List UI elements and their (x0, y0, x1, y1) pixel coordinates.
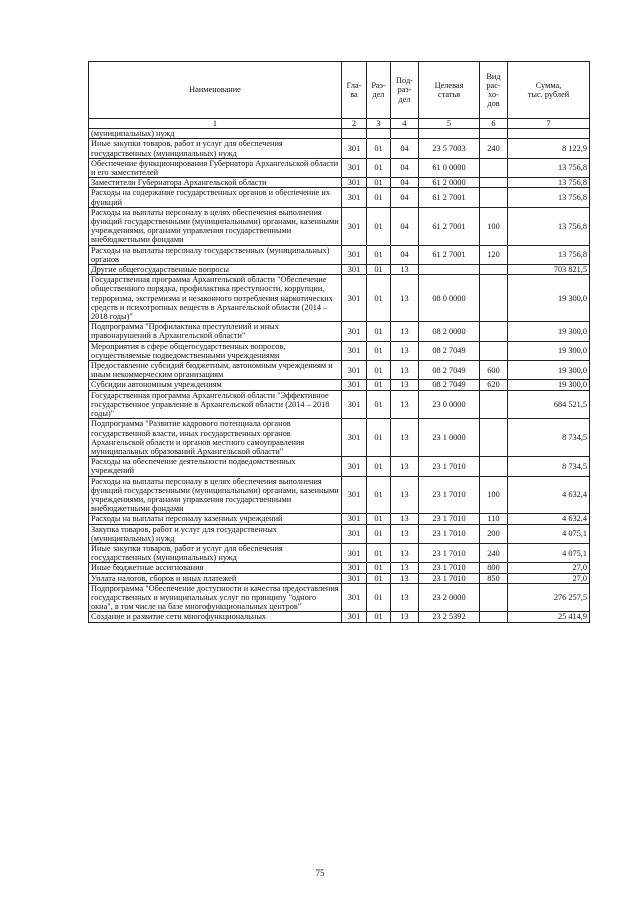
cell-vid-raskhodov (480, 129, 508, 139)
cell-name: Государственная программа Архангельской области "Обеспечение общественного порядка, профилактика преступности, коррупции, терроризма, экстремизма и незаконного потребления наркотических средств и психотропных веществ в Архангельской области (2014 – 2018 годы)" (89, 275, 342, 322)
cell-razdel: 01 (367, 612, 391, 622)
table-row (89, 543, 590, 562)
cell-name: Подпрограмма "Развитие кадрового потенциала органов государственной власти, иных государственных органов Архангельской области и органов местного самоуправления муниципальных образований Архангельской области" (89, 419, 342, 457)
cell-podrazdel: 04 (391, 207, 419, 245)
column-number: 6 (480, 119, 508, 129)
cell-glava: 301 (342, 419, 367, 457)
cell-vid-raskhodov (480, 188, 508, 207)
cell-razdel: 01 (367, 543, 391, 562)
cell-razdel: 01 (367, 178, 391, 188)
cell-tselevaya-statya: 61 2 7001 (419, 188, 480, 207)
cell-vid-raskhodov (480, 275, 508, 322)
cell-tselevaya-statya: 23 1 7010 (419, 563, 480, 573)
cell-razdel: 01 (367, 514, 391, 524)
cell-summa: 13 756,8 (508, 158, 590, 177)
header-tselevaya-statya: Целевая статья (419, 62, 480, 119)
cell-tselevaya-statya (419, 265, 480, 275)
cell-name: Иные закупки товаров, работ и услуг для обеспечения государственных (муниципальных) нужд (89, 139, 342, 158)
column-number: 5 (419, 119, 480, 129)
cell-summa (508, 129, 590, 139)
budget-table (88, 61, 590, 623)
cell-glava: 301 (342, 543, 367, 562)
cell-vid-raskhodov: 800 (480, 563, 508, 573)
cell-vid-raskhodov: 600 (480, 361, 508, 380)
cell-glava: 301 (342, 583, 367, 612)
cell-glava: 301 (342, 158, 367, 177)
cell-podrazdel: 13 (391, 361, 419, 380)
column-number-row (89, 119, 590, 129)
cell-summa: 4 075,1 (508, 524, 590, 543)
cell-summa: 25 414,9 (508, 612, 590, 622)
cell-vid-raskhodov: 110 (480, 514, 508, 524)
cell-name: Другие общегосударственные вопросы (89, 265, 342, 275)
cell-razdel: 01 (367, 524, 391, 543)
cell-name: Подпрограмма "Обеспечение доступности и качества предоставления государственных и муниципальных услуг по принципу "одного окна", в том числе на базе многофункциональных центров" (89, 583, 342, 612)
cell-summa: 4 632,4 (508, 476, 590, 514)
cell-tselevaya-statya: 61 2 0000 (419, 178, 480, 188)
cell-tselevaya-statya: 08 2 7049 (419, 361, 480, 380)
cell-vid-raskhodov (480, 419, 508, 457)
cell-summa: 684 521,5 (508, 390, 590, 419)
cell-razdel: 01 (367, 207, 391, 245)
cell-podrazdel: 04 (391, 139, 419, 158)
cell-podrazdel: 13 (391, 524, 419, 543)
cell-summa: 8 122,9 (508, 139, 590, 158)
cell-glava: 301 (342, 245, 367, 264)
header-podrazdel: Под- раз- дел (391, 62, 419, 119)
cell-vid-raskhodov: 100 (480, 207, 508, 245)
cell-podrazdel: 13 (391, 563, 419, 573)
cell-name: Уплата налогов, сборов и иных платежей (89, 573, 342, 583)
cell-glava: 301 (342, 322, 367, 341)
column-number: 1 (89, 119, 342, 129)
cell-summa: 19 300,0 (508, 322, 590, 341)
table-row (89, 178, 590, 188)
cell-podrazdel: 13 (391, 583, 419, 612)
table-body (89, 129, 590, 622)
cell-podrazdel: 13 (391, 380, 419, 390)
cell-glava: 301 (342, 380, 367, 390)
cell-summa: 13 756,8 (508, 178, 590, 188)
cell-tselevaya-statya: 08 2 7049 (419, 341, 480, 360)
cell-razdel: 01 (367, 139, 391, 158)
cell-razdel: 01 (367, 419, 391, 457)
cell-vid-raskhodov (480, 583, 508, 612)
cell-name: Государственная программа Архангельской области "Эффективное государственное управление в Архангельской области (2014 – 2018 годы)" (89, 390, 342, 419)
cell-vid-raskhodov (480, 158, 508, 177)
table-row (89, 245, 590, 264)
cell-razdel: 01 (367, 322, 391, 341)
table-row (89, 139, 590, 158)
table-row (89, 583, 590, 612)
cell-podrazdel: 13 (391, 265, 419, 275)
cell-tselevaya-statya: 08 2 7049 (419, 380, 480, 390)
cell-podrazdel: 13 (391, 275, 419, 322)
table-row (89, 563, 590, 573)
cell-summa: 19 300,0 (508, 380, 590, 390)
cell-razdel: 01 (367, 583, 391, 612)
cell-podrazdel: 04 (391, 245, 419, 264)
cell-razdel: 01 (367, 573, 391, 583)
cell-name: Мероприятия в сфере общегосударственных вопросов, осуществляемые подведомственными учреждениями (89, 341, 342, 360)
cell-podrazdel: 04 (391, 178, 419, 188)
cell-podrazdel: 13 (391, 390, 419, 419)
table-row (89, 573, 590, 583)
table-row (89, 476, 590, 514)
cell-summa: 13 756,8 (508, 188, 590, 207)
cell-podrazdel: 13 (391, 322, 419, 341)
cell-glava: 301 (342, 265, 367, 275)
cell-vid-raskhodov: 240 (480, 139, 508, 158)
cell-glava: 301 (342, 178, 367, 188)
table-row (89, 380, 590, 390)
cell-razdel: 01 (367, 188, 391, 207)
cell-glava: 301 (342, 457, 367, 476)
cell-podrazdel: 13 (391, 543, 419, 562)
table-row (89, 390, 590, 419)
cell-tselevaya-statya: 61 2 7001 (419, 207, 480, 245)
cell-summa: 13 756,8 (508, 245, 590, 264)
table-row (89, 275, 590, 322)
cell-summa: 13 756,8 (508, 207, 590, 245)
cell-name: Расходы на выплаты персоналу государственных (муниципальных) органов (89, 245, 342, 264)
cell-tselevaya-statya: 23 1 7010 (419, 476, 480, 514)
cell-summa: 19 300,0 (508, 341, 590, 360)
cell-vid-raskhodov: 620 (480, 380, 508, 390)
header-name: Наименование (89, 62, 342, 119)
cell-vid-raskhodov (480, 322, 508, 341)
cell-glava (342, 129, 367, 139)
header-vid-raskhodov: Вид рас- хо- дов (480, 62, 508, 119)
cell-podrazdel: 04 (391, 188, 419, 207)
cell-name: Расходы на выплаты персоналу казенных учреждений (89, 514, 342, 524)
cell-summa: 4 075,1 (508, 543, 590, 562)
cell-tselevaya-statya: 23 2 5392 (419, 612, 480, 622)
cell-podrazdel: 04 (391, 158, 419, 177)
cell-vid-raskhodov: 120 (480, 245, 508, 264)
cell-podrazdel: 13 (391, 419, 419, 457)
table-row (89, 265, 590, 275)
cell-name: Субсидии автономным учреждениям (89, 380, 342, 390)
cell-summa: 27,0 (508, 573, 590, 583)
cell-name: Предоставление субсидий бюджетным, автономным учреждениям и иным некоммерческим организациям (89, 361, 342, 380)
cell-glava: 301 (342, 612, 367, 622)
cell-vid-raskhodov (480, 612, 508, 622)
cell-tselevaya-statya: 23 0 0000 (419, 390, 480, 419)
cell-razdel: 01 (367, 245, 391, 264)
cell-podrazdel: 13 (391, 341, 419, 360)
cell-name: Обеспечение функционирования Губернатора Архангельской области и его заместителей (89, 158, 342, 177)
cell-tselevaya-statya: 23 1 7010 (419, 514, 480, 524)
table-row (89, 207, 590, 245)
cell-name: Расходы на обеспечение деятельности подведомственных учреждений (89, 457, 342, 476)
cell-summa: 27,0 (508, 563, 590, 573)
cell-tselevaya-statya: 08 2 0000 (419, 322, 480, 341)
cell-summa: 8 734,5 (508, 457, 590, 476)
cell-vid-raskhodov (480, 341, 508, 360)
cell-tselevaya-statya: 23 1 7010 (419, 543, 480, 562)
cell-name: Заместители Губернатора Архангельской области (89, 178, 342, 188)
table-row (89, 188, 590, 207)
cell-glava: 301 (342, 524, 367, 543)
header-row (89, 62, 590, 119)
table-row (89, 612, 590, 622)
cell-summa: 4 632,4 (508, 514, 590, 524)
cell-name: Закупка товаров, работ и услуг для государственных (муниципальных) нужд (89, 524, 342, 543)
column-number: 7 (508, 119, 590, 129)
cell-name: Расходы на выплаты персоналу в целях обеспечения выполнения функций государственными (муниципальными) органами, казенными учреждениями, органами управления государственными внебюджетными фондами (89, 207, 342, 245)
cell-vid-raskhodov (480, 178, 508, 188)
cell-podrazdel: 13 (391, 573, 419, 583)
cell-razdel: 01 (367, 361, 391, 380)
cell-tselevaya-statya: 08 0 0000 (419, 275, 480, 322)
cell-razdel: 01 (367, 563, 391, 573)
header-summa: Сумма, тыс. рублей (508, 62, 590, 119)
cell-razdel (367, 129, 391, 139)
cell-name: Расходы на содержание государственных органов и обеспечение их функций (89, 188, 342, 207)
cell-podrazdel: 13 (391, 514, 419, 524)
cell-podrazdel: 13 (391, 457, 419, 476)
cell-summa: 19 300,0 (508, 275, 590, 322)
cell-podrazdel (391, 129, 419, 139)
cell-glava: 301 (342, 563, 367, 573)
page-number: 75 (315, 868, 325, 878)
table-row (89, 158, 590, 177)
cell-summa: 703 821,5 (508, 265, 590, 275)
header-razdel: Раз- дел (367, 62, 391, 119)
cell-razdel: 01 (367, 380, 391, 390)
cell-glava: 301 (342, 341, 367, 360)
cell-glava: 301 (342, 514, 367, 524)
cell-glava: 301 (342, 139, 367, 158)
cell-name: Иные бюджетные ассигнования (89, 563, 342, 573)
cell-name: Создание и развитие сети многофункциональных (89, 612, 342, 622)
cell-summa: 8 734,5 (508, 419, 590, 457)
cell-glava: 301 (342, 390, 367, 419)
cell-vid-raskhodov: 240 (480, 543, 508, 562)
cell-vid-raskhodov: 850 (480, 573, 508, 583)
header-glava: Гла- ва (342, 62, 367, 119)
column-number: 4 (391, 119, 419, 129)
cell-razdel: 01 (367, 158, 391, 177)
table-row (89, 341, 590, 360)
cell-tselevaya-statya: 23 2 0000 (419, 583, 480, 612)
cell-glava: 301 (342, 207, 367, 245)
table-row (89, 457, 590, 476)
cell-vid-raskhodov (480, 457, 508, 476)
cell-razdel: 01 (367, 275, 391, 322)
cell-vid-raskhodov (480, 265, 508, 275)
cell-glava: 301 (342, 573, 367, 583)
cell-glava: 301 (342, 476, 367, 514)
cell-vid-raskhodov: 200 (480, 524, 508, 543)
table-row (89, 322, 590, 341)
cell-vid-raskhodov (480, 390, 508, 419)
cell-tselevaya-statya (419, 129, 480, 139)
cell-vid-raskhodov: 100 (480, 476, 508, 514)
cell-tselevaya-statya: 23 5 7003 (419, 139, 480, 158)
table-row (89, 361, 590, 380)
column-number: 3 (367, 119, 391, 129)
cell-name: (муниципальных) нужд (89, 129, 342, 139)
cell-razdel: 01 (367, 476, 391, 514)
cell-tselevaya-statya: 61 0 0000 (419, 158, 480, 177)
cell-name: Расходы на выплаты персоналу в целях обеспечения выполнения функций государственными (муниципальными) органами, казенными учреждениями, органами управления государственными внебюджетными фондами (89, 476, 342, 514)
cell-name: Иные закупки товаров, работ и услуг для обеспечения государственных (муниципальных) нужд (89, 543, 342, 562)
table-row (89, 524, 590, 543)
cell-summa: 19 300,0 (508, 361, 590, 380)
cell-glava: 301 (342, 275, 367, 322)
cell-tselevaya-statya: 23 1 7010 (419, 457, 480, 476)
cell-tselevaya-statya: 23 1 7010 (419, 524, 480, 543)
cell-podrazdel: 13 (391, 476, 419, 514)
table-row (89, 129, 590, 139)
table-row (89, 419, 590, 457)
cell-razdel: 01 (367, 457, 391, 476)
cell-tselevaya-statya: 61 2 7001 (419, 245, 480, 264)
cell-tselevaya-statya: 23 1 7010 (419, 573, 480, 583)
cell-glava: 301 (342, 361, 367, 380)
cell-razdel: 01 (367, 390, 391, 419)
cell-razdel: 01 (367, 341, 391, 360)
cell-tselevaya-statya: 23 1 0000 (419, 419, 480, 457)
cell-glava: 301 (342, 188, 367, 207)
cell-razdel: 01 (367, 265, 391, 275)
table-row (89, 514, 590, 524)
column-number: 2 (342, 119, 367, 129)
cell-summa: 276 257,5 (508, 583, 590, 612)
cell-podrazdel: 13 (391, 612, 419, 622)
cell-name: Подпрограмма "Профилактика преступлений и иных правонарушений в Архангельской области" (89, 322, 342, 341)
